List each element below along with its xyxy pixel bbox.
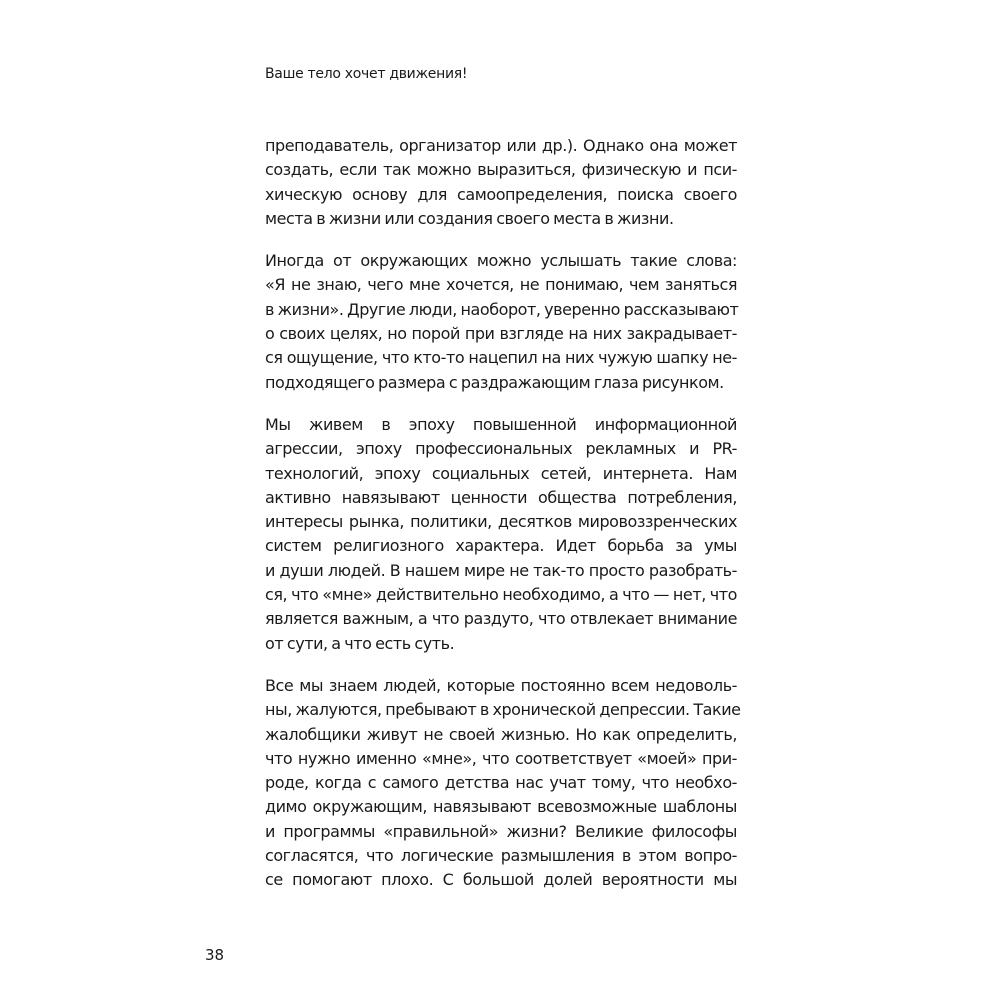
- paragraph: [265, 413, 737, 656]
- text-line: в жизни». Другие люди, наоборот, уверенно рассказывают: [265, 299, 739, 319]
- text-line: активно навязывают ценности общества потребления,: [265, 487, 737, 507]
- running-header: Ваше тело хочет движения!: [265, 66, 468, 82]
- text-line: о своих целях, но порой при взгляде на них закрадывает-: [265, 324, 737, 344]
- text-line: от сути, а что есть суть.: [265, 633, 455, 653]
- text-line: технологий, эпоху социальных сетей, интернета. Нам: [265, 463, 737, 483]
- text-line: жалобщики живут не своей жизнью. Но как определить,: [265, 724, 737, 744]
- text-line: и души людей. В нашем мире не так-то просто разобрать-: [265, 560, 737, 580]
- text-line: места в жизни или создания своего места в жизни.: [265, 208, 674, 228]
- text-line: систем религиозного характера. Идет борьба за умы: [265, 536, 737, 556]
- text-line: и программы «правильной» жизни? Великие философы: [265, 821, 737, 841]
- text-line: согласятся, что логические размышления в этом вопро-: [265, 846, 737, 866]
- text-line: хическую основу для самоопределения, поиска своего: [265, 184, 737, 204]
- text-line: роде, когда с самого детства нас учат тому, что необхо-: [265, 773, 737, 793]
- text-line: Мы живем в эпоху повышенной информационной: [265, 414, 737, 434]
- text-line: подходящего размера с раздражающим глаза рисунком.: [265, 372, 724, 392]
- paragraph: [265, 249, 737, 395]
- paragraph: [265, 674, 741, 893]
- page-body: [265, 134, 741, 911]
- text-line: интересы рынка, политики, десятков мировоззренческих: [265, 512, 737, 532]
- text-line: ся, что «мне» действительно необходимо, а что — нет, что: [265, 585, 737, 605]
- paragraph: [265, 134, 737, 231]
- text-line: «Я не знаю, чего мне хочется, не понимаю, чем заняться: [265, 275, 737, 295]
- text-line: се помогают плохо. С большой долей вероятности мы: [265, 870, 737, 890]
- text-line: агрессии, эпоху профессиональных рекламных и PR-: [265, 439, 737, 459]
- text-line: что нужно именно «мне», что соответствует «моей» при-: [265, 748, 737, 768]
- text-line: является важным, а что раздуто, что отвлекает внимание: [265, 609, 737, 629]
- text-line: ны, жалуются, пребывают в хронической депрессии. Такие: [265, 700, 741, 720]
- page-number: 38: [205, 946, 225, 964]
- text-line: создать, если так можно выразиться, физическую и пси-: [265, 160, 737, 180]
- text-line: Все мы знаем людей, которые постоянно всем недоволь-: [265, 675, 737, 695]
- text-line: димо окружающим, навязывают всевозможные шаблоны: [265, 797, 737, 817]
- text-line: преподаватель, организатор или др.). Однако она может: [265, 136, 737, 155]
- text-line: ся ощущение, что кто-то нацепил на них чужую шапку не-: [265, 348, 737, 368]
- text-line: Иногда от окружающих можно услышать такие слова:: [265, 251, 737, 271]
